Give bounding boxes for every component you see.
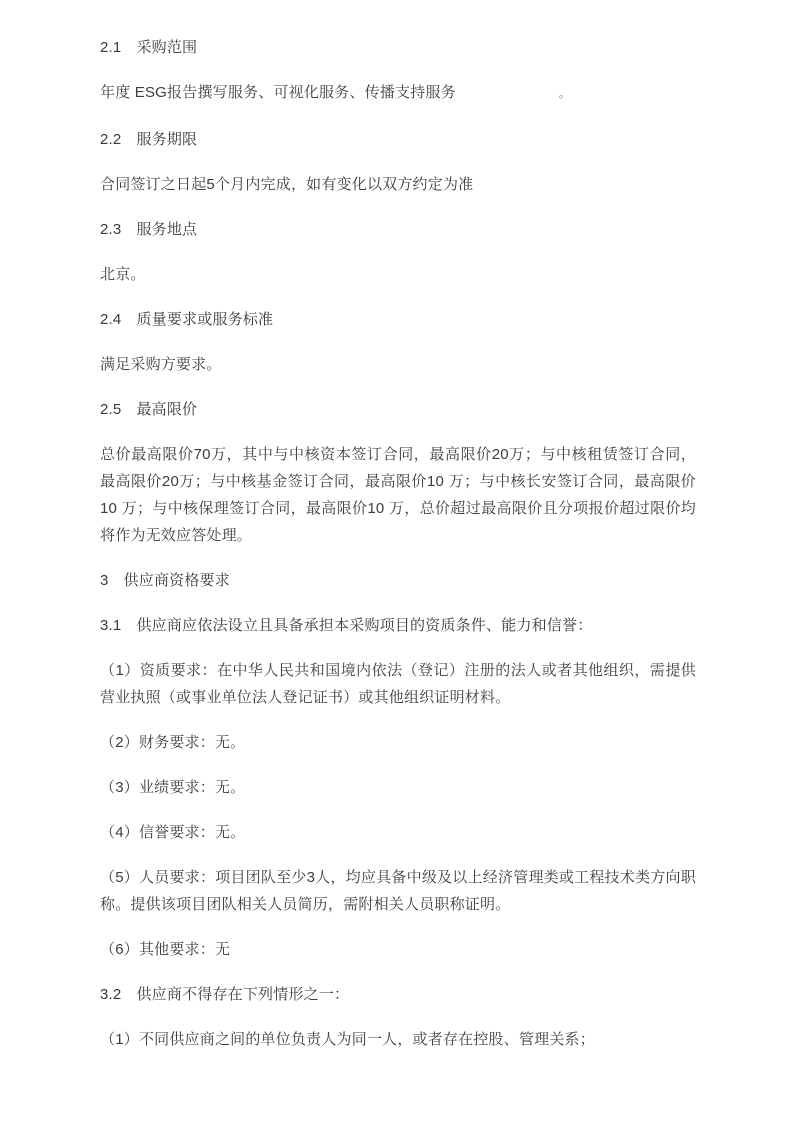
section-title: 供应商应依法设立且具备承担本采购项目的资质条件、能力和信誉： <box>136 617 593 634</box>
paragraph-other-requirement: （6）其他要求：无 <box>100 941 231 958</box>
section-number: 2.3 <box>100 221 122 238</box>
section-heading-2-5 <box>100 396 696 423</box>
document-content <box>100 34 696 1071</box>
section-number: 2.1 <box>100 39 122 56</box>
paragraph-qualification-requirement: （1）资质要求：在中华人民共和国境内依法（登记）注册的法人或者其他组织，需提供营业执照（或事业单位法人登记证书）或其他组织证明材料。 <box>100 662 696 706</box>
section-title: 服务地点 <box>136 221 198 238</box>
section-title: 最高限价 <box>136 401 198 418</box>
section-number: 3.2 <box>100 986 122 1003</box>
paragraph-price-limit: 总价最高限价70万，其中与中核资本签订合同，最高限价20万；与中核租赁签订合同，最高限价20万；与中核基金签订合同，最高限价10 万；与中核长安签订合同，最高限价10 万；与中核保理签订合同，最高限价10 万，总价超过最高限价且分项报价超过限价均将作为无效应答处理。 <box>100 446 696 544</box>
paragraph-quality-requirement: 满足采购方要求。 <box>100 356 222 373</box>
section-heading-2-1 <box>100 34 696 61</box>
section-title: 采购范围 <box>136 39 198 56</box>
section-heading-3-1 <box>100 612 696 639</box>
paragraph-service-location: 北京。 <box>100 266 146 283</box>
section-heading-2-2 <box>100 126 696 153</box>
paragraph-financial-requirement: （2）财务要求：无。 <box>100 734 246 751</box>
section-number: 3.1 <box>100 617 122 634</box>
section-number: 2.5 <box>100 401 122 418</box>
section-heading-2-4 <box>100 306 696 333</box>
paragraph-service-period: 合同签订之日起5个月内完成，如有变化以双方约定为准 <box>100 176 474 193</box>
section-title: 质量要求或服务标准 <box>136 311 274 328</box>
section-heading-2-3 <box>100 216 696 243</box>
section-number: 3 <box>100 572 109 589</box>
paragraph-supplier-restriction: （1）不同供应商之间的单位负责人为同一人，或者存在控股、管理关系； <box>100 1031 595 1048</box>
section-title: 服务期限 <box>136 131 198 148</box>
section-title: 供应商不得存在下列情形之一： <box>136 986 350 1003</box>
paragraph-performance-requirement: （3）业绩要求：无。 <box>100 779 246 796</box>
paragraph-procurement-scope <box>100 79 696 108</box>
section-title: 供应商资格要求 <box>123 572 230 589</box>
paragraph-reputation-requirement: （4）信誉要求：无。 <box>100 824 246 841</box>
section-heading-3 <box>100 567 696 594</box>
section-number: 2.4 <box>100 311 122 328</box>
section-heading-3-2 <box>100 981 696 1008</box>
paragraph-text: 年度 ESG报告撰写服务、可视化服务、传播支持服务 <box>100 84 456 101</box>
paragraph-personnel-requirement: （5）人员要求：项目团队至少3人，均应具备中级及以上经济管理类或工程技术类方向职称。提供该项目团队相关人员简历，需附相关人员职称证明。 <box>100 869 696 913</box>
section-number: 2.2 <box>100 131 122 148</box>
trailing-period: 。 <box>558 88 571 100</box>
